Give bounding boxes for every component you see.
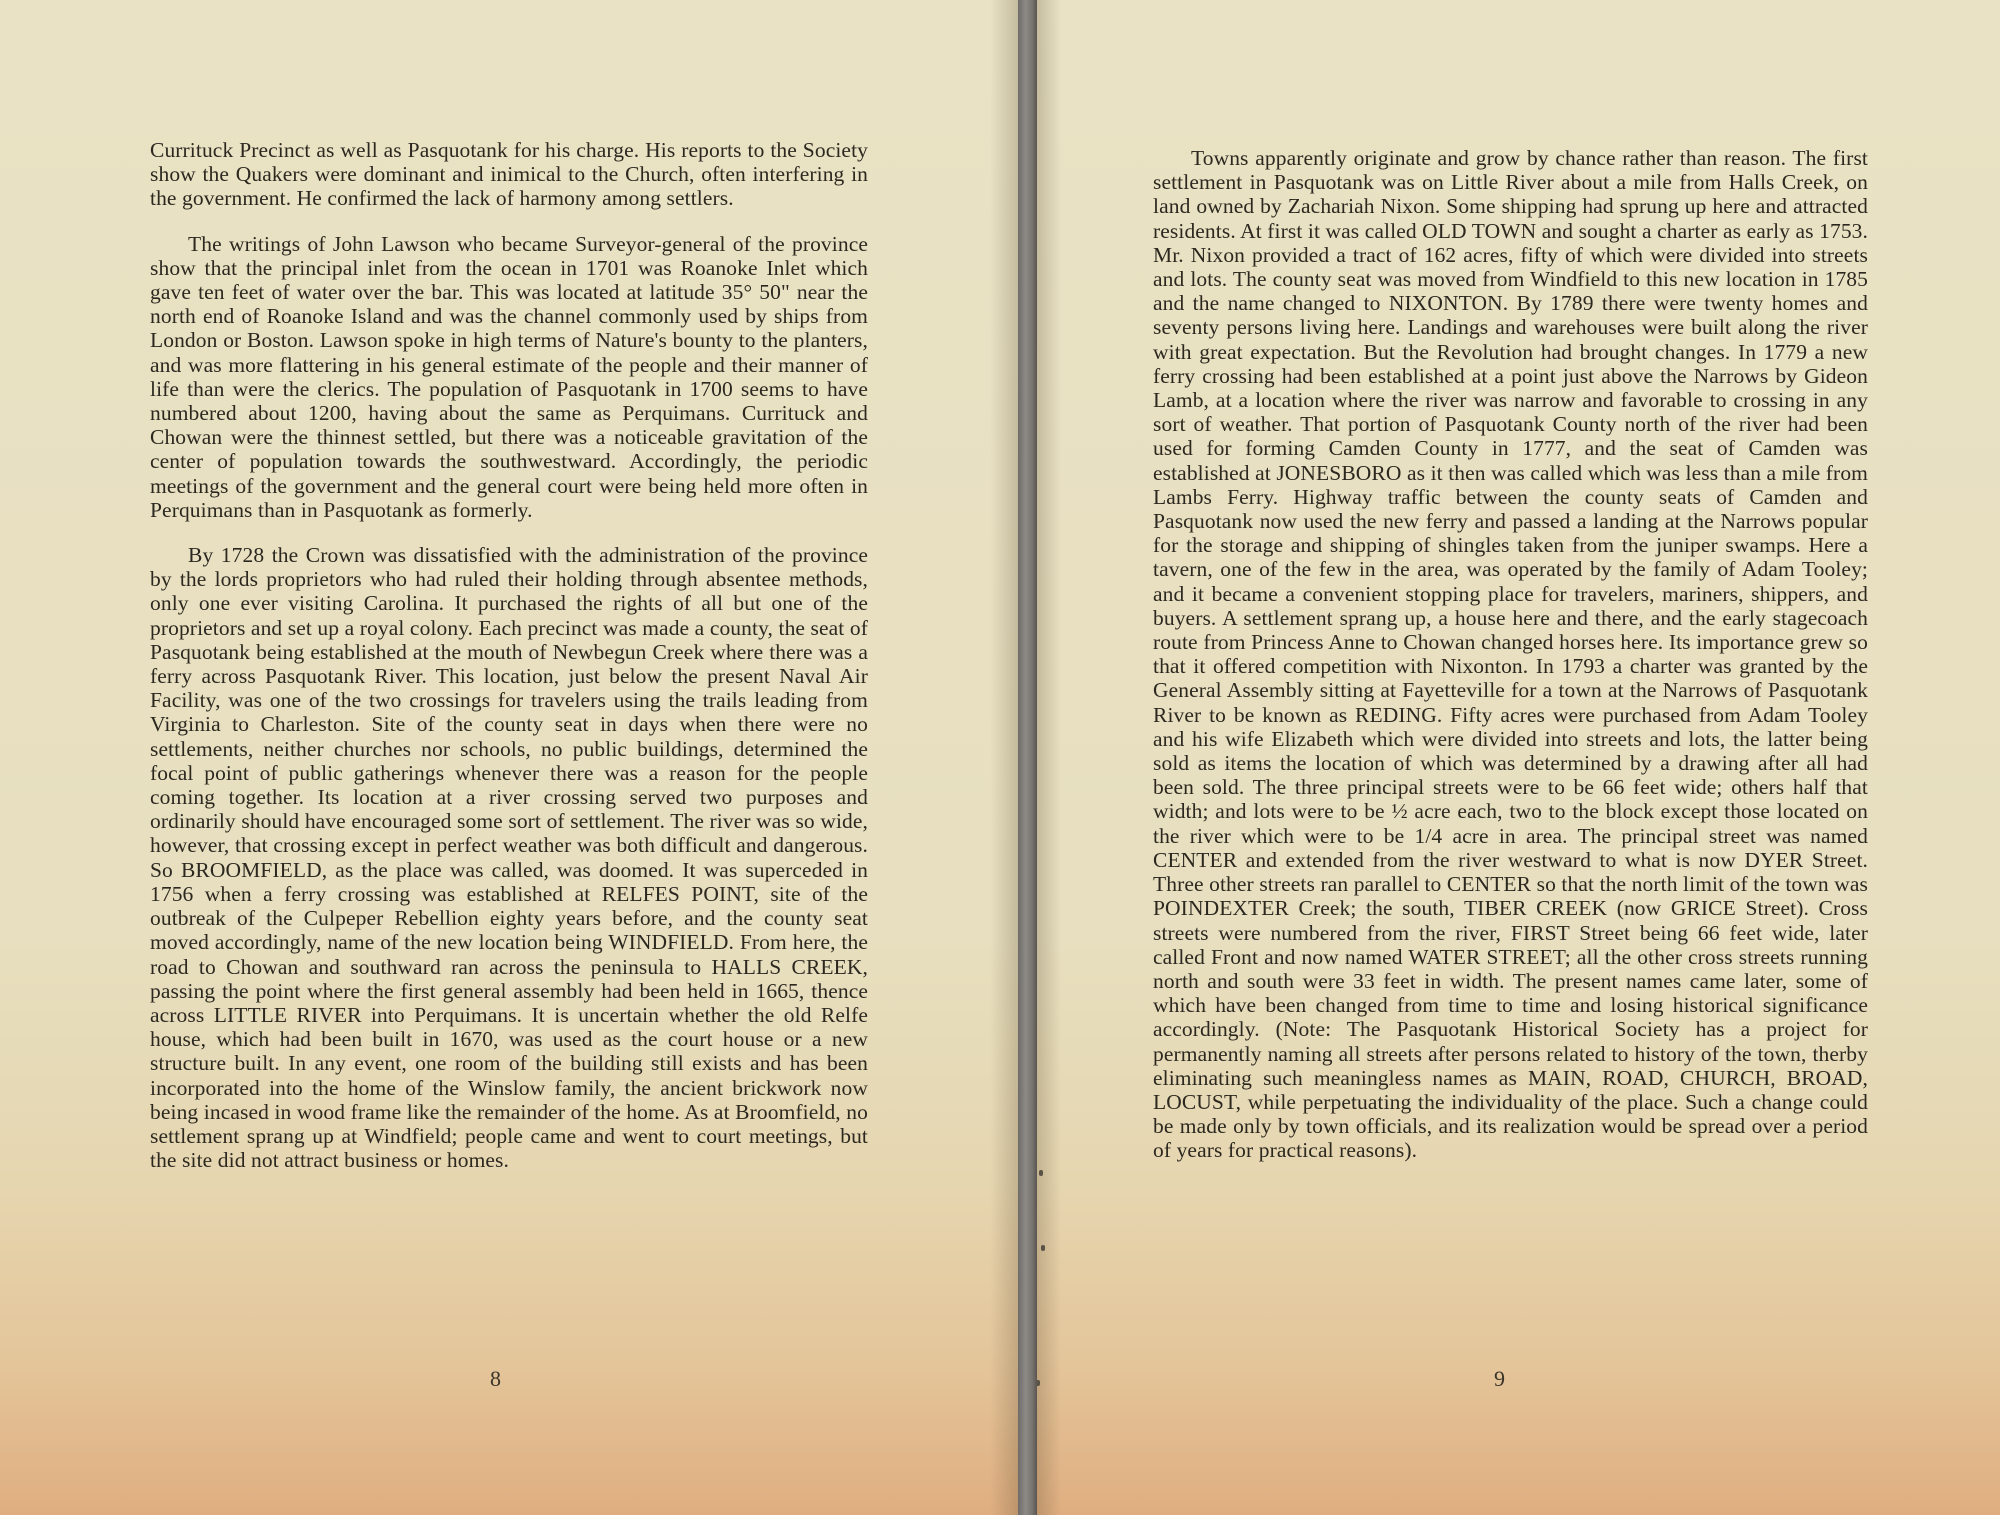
book-spine (1018, 0, 1037, 1515)
paragraph: By 1728 the Crown was dissatisfied with the administration of the province by the lords proprietors who had ruled their holding through absentee methods, only one ever visiting Carolina. It purchased the rights of all but one of the proprietors and set up a royal colony. Each precinct was made a county, the seat of Pasquotank being established at the mouth of Newbegun Creek where there was a ferry across Pasquotank River. This location, just below the present Naval Air Facility, was one of the two crossings for travelers using the trails leading from Virginia to Charleston. Site of the county seat in days when there were no settlements, neither churches nor schools, no public buildings, determined the focal point of public gatherings whenever there was a reason for the people coming together. Its location at a river crossing served two purposes and ordinarily should have encouraged some sort of settlement. The river was so wide, however, that crossing except in perfect weather was both difficult and dangerous. So BROOMFIELD, as the place was called, was doomed. It was superceded in 1756 when a ferry crossing was established at RELFES POINT, site of the outbreak of the Culpeper Rebellion eighty years before, and the county seat moved accordingly, name of the new location being WINDFIELD. From here, the road to Chowan and southward ran across the peninsula to HALLS CREEK, passing the point where the first general assembly had been held in 1665, thence across LITTLE RIVER into Perquimans. It is uncertain whether the old Relfe house, which had been built in 1670, was used as the court house or a new structure built. In any event, one room of the building still exists and has been incorporated into the home of the Winslow family, the ancient brickwork now being incased in wood frame like the remainder of the home. As at Broomfield, no settlement sprang up at Windfield; people came and went to court meetings, but the site did not attract business or homes. (150, 543, 868, 1173)
binding-speck (1037, 1380, 1040, 1386)
left-text-block (150, 138, 868, 1193)
right-text-block (1153, 146, 1868, 1184)
page-number: 8 (490, 1366, 501, 1391)
page-number: 9 (1494, 1366, 1505, 1391)
paragraph: The writings of John Lawson who became Surveyor-general of the province show that the principal inlet from the ocean in 1701 was Roanoke Inlet which gave ten feet of water over the bar. This was located at latitude 35° 50" near the north end of Roanoke Island and was the channel commonly used by ships from London or Boston. Lawson spoke in high terms of Nature's bounty to the planters, and was more flattering in his general estimate of the people and their manner of life than were the clerics. The population of Pasquotank in 1700 seems to have numbered about 1200, having about the same as Perquimans. Currituck and Chowan were the thinnest settled, but there was a noticeable gravitation of the center of population towards the southwestward. Accordingly, the periodic meetings of the government and the general court were being held more often in Perquimans than in Pasquotank as formerly. (150, 231, 868, 522)
paragraph: Currituck Precinct as well as Pasquotank for his charge. His reports to the Society show the Quakers were dominant and inimical to the Church, often interfering in the government. He confirmed the lack of harmony among settlers. (150, 138, 868, 211)
binding-speck (1041, 1245, 1045, 1251)
gutter-shadow (1037, 0, 1061, 1515)
binding-speck (1039, 1170, 1043, 1176)
gutter-shadow (990, 0, 1018, 1515)
right-page (1037, 0, 2000, 1515)
paragraph: Towns apparently originate and grow by chance rather than reason. The first settlement in Pasquotank was on Little River about a mile from Halls Creek, on land owned by Zachariah Nixon. Some shipping had sprung up here and attracted residents. At first it was called OLD TOWN and sought a charter as early as 1753. Mr. Nixon provided a tract of 162 acres, fifty of which were divided into streets and lots. The county seat was moved from Windfield to this new location in 1785 and the name changed to NIXONTON. By 1789 there were twenty homes and seventy persons living here. Landings and warehouses were built along the river with great expectation. But the Revolution had brought changes. In 1779 a new ferry crossing had been established at a point just above the Narrows by Gideon Lamb, at a location where the river was narrow and favorable to crossing in any sort of weather. That portion of Pasquotank County north of the river had been used for forming Camden County in 1777, and the seat of Camden was established at JONESBORO as it then was called which was less than a mile from Lambs Ferry. Highway traffic between the county seats of Camden and Pasquotank now used the new ferry and passed a landing at the Narrows popular for the storage and shipping of shingles taken from the juniper swamps. Here a tavern, one of the few in the area, was operated by the family of Adam Tooley; and it became a convenient stopping place for travelers, mariners, shippers, and buyers. A settlement sprang up, a house here and there, and the early stagecoach route from Princess Anne to Chowan changed horses here. Its importance grew so that it offered competition with Nixonton. In 1793 a charter was granted by the General Assembly sitting at Fayetteville for a town at the Narrows of Pasquotank River to be known as REDING. Fifty acres were purchased from Adam Tooley and his wife Elizabeth which were divided into streets and lots, the latter being sold as items the location of which was determined by a drawing after all had been sold. The three principal streets were to be 66 feet wide; others half that width; and lots were to be ½ acre each, two to the block except those located on the river which were to be 1/4 acre in area. The principal street was named CENTER and extended from the river westward to what is now DYER Street. Three other streets ran parallel to CENTER so that the north limit of the town was POINDEXTER Creek; the south, TIBER CREEK (now GRICE Street). Cross streets were numbered from the river, FIRST Street being 66 feet wide, later called Front and now named WATER STREET; all the other cross streets running north and south were 33 feet in width. The present names came later, some of which have been changed from time to time and losing historical significance accordingly. (Note: The Pasquotank Historical Society has a project for permanently naming all streets after persons related to history of the town, therby eliminating such meaningless names as MAIN, ROAD, CHURCH, BROAD, LOCUST, while perpetuating the individuality of the place. Such a change could be made only by town officials, and its realization would be spread over a period of years for practical reasons). (1153, 146, 1868, 1163)
